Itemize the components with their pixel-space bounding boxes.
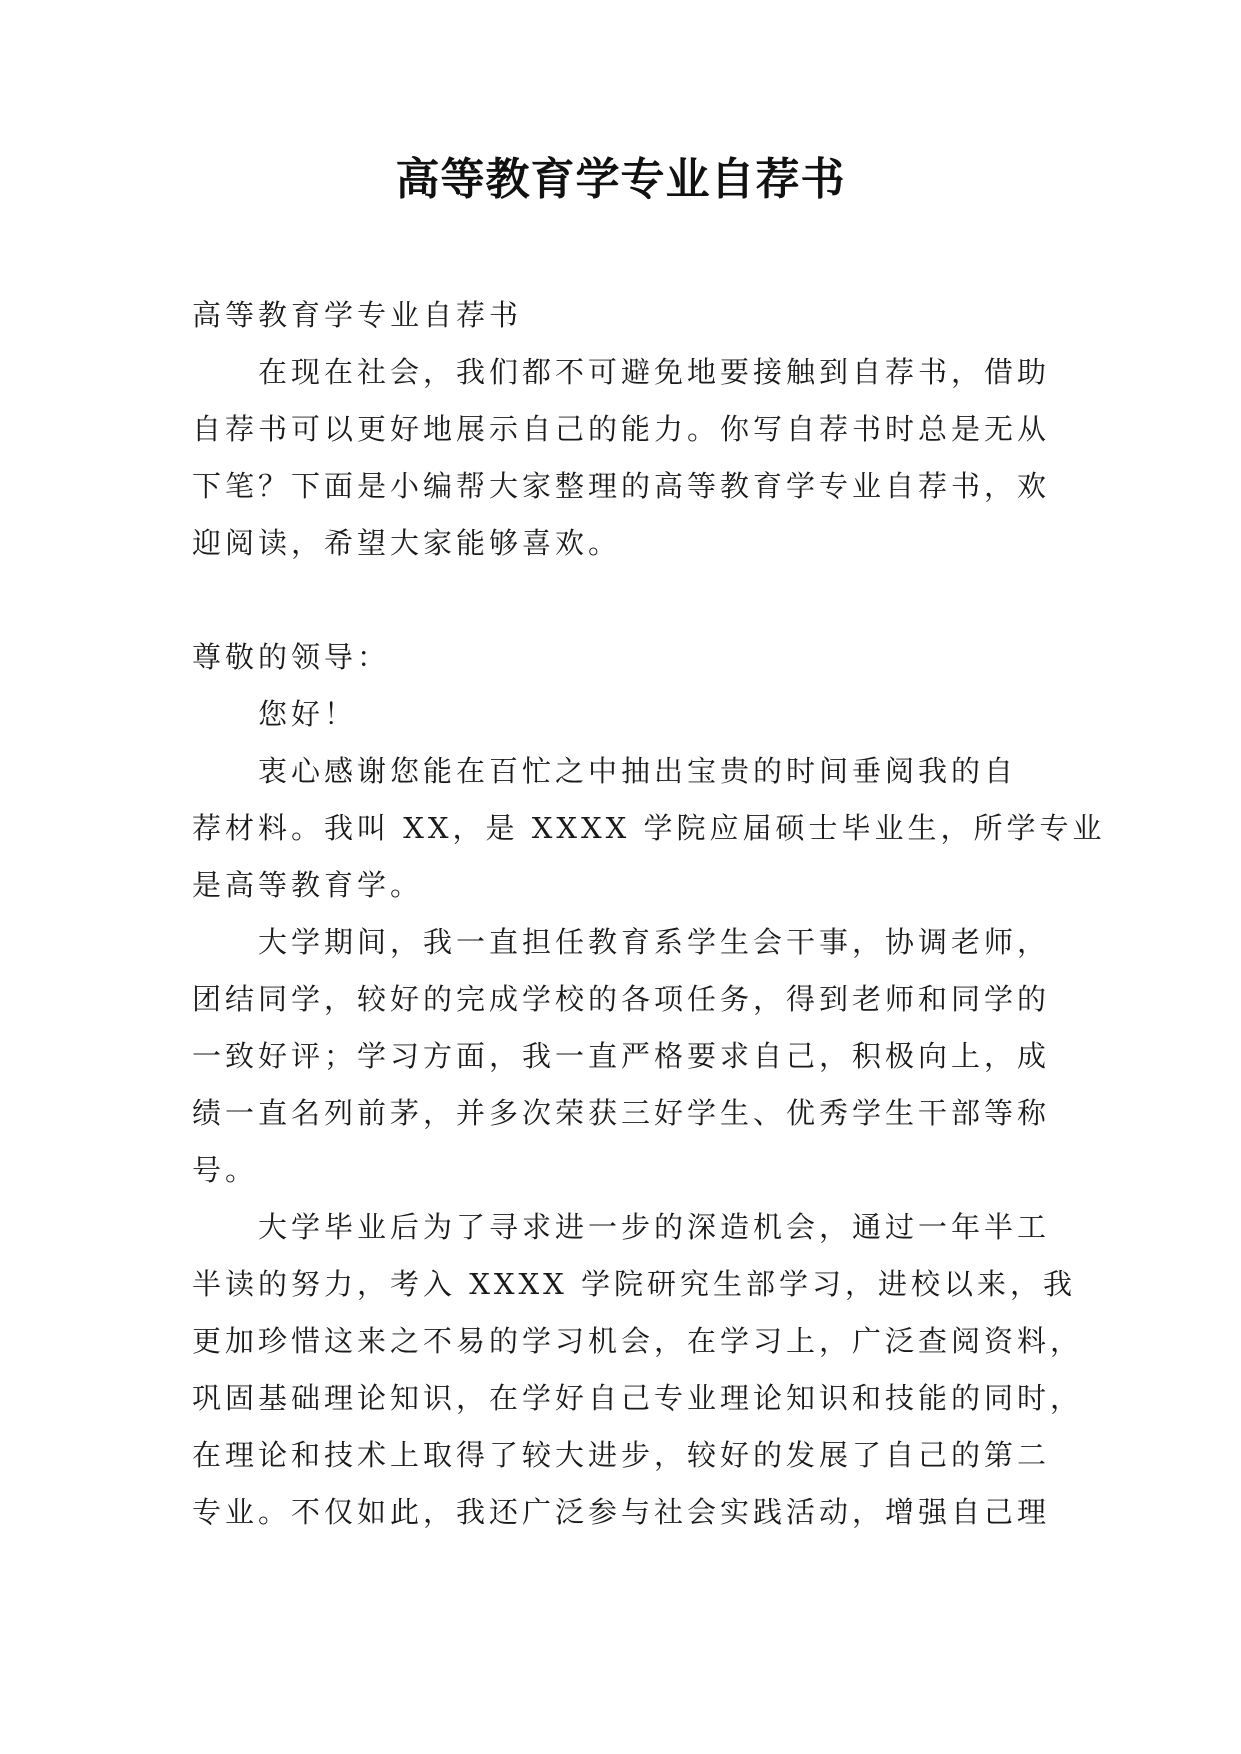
document-title: 高等教育学专业自荐书 [395, 154, 846, 205]
intro-line-3: 下笔？下面是小编帮大家整理的高等教育学专业自荐书，欢 [192, 469, 1051, 503]
greeting: 您好！ [258, 697, 358, 731]
paragraph-3-line-1: 大学毕业后为了寻求进一步的深造机会，通过一年半工 [258, 1210, 1051, 1244]
paragraph-gap [192, 572, 1062, 629]
paragraph-1-line-2: 荐材料。我叫 XX，是 XXXX 学院应届硕士毕业生，所学专业 [192, 811, 1106, 845]
intro-line-4: 迎阅读，希望大家能够喜欢。 [192, 526, 622, 560]
document-body [192, 287, 1106, 1541]
salutation: 尊敬的领导： [192, 640, 391, 674]
paragraph-2-line-5: 号。 [192, 1153, 259, 1187]
paragraph-3-line-2: 半读的努力，考入 XXXX 学院研究生部学习，进校以来，我 [192, 1267, 1077, 1301]
paragraph-3-line-4: 巩固基础理论知识，在学好自己专业理论知识和技能的同时， [192, 1381, 1084, 1415]
subtitle-line: 高等教育学专业自荐书 [192, 298, 523, 332]
paragraph-2-line-2: 团结同学，较好的完成学校的各项任务，得到老师和同学的 [192, 982, 1051, 1016]
paragraph-1-line-3: 是高等教育学。 [192, 868, 424, 902]
paragraph-3-line-3: 更加珍惜这来之不易的学习机会，在学习上，广泛查阅资料， [192, 1324, 1084, 1358]
paragraph-3-line-6: 专业。不仅如此，我还广泛参与社会实践活动，增强自己理 [192, 1495, 1051, 1529]
paragraph-2-line-1: 大学期间，我一直担任教育系学生会干事，协调老师， [258, 925, 1051, 959]
paragraph-2-line-4: 绩一直名列前茅，并多次荣获三好学生、优秀学生干部等称 [192, 1096, 1051, 1130]
intro-line-1: 在现在社会，我们都不可避免地要接触到自荐书，借助 [258, 355, 1051, 389]
intro-line-2: 自荐书可以更好地展示自己的能力。你写自荐书时总是无从 [192, 412, 1051, 446]
paragraph-3-line-5: 在理论和技术上取得了较大进步，较好的发展了自己的第二 [192, 1438, 1051, 1472]
paragraph-1-line-1: 衷心感谢您能在百忙之中抽出宝贵的时间垂阅我的自 [258, 754, 1018, 788]
paragraph-2-line-3: 一致好评；学习方面，我一直严格要求自己，积极向上，成 [192, 1039, 1051, 1073]
